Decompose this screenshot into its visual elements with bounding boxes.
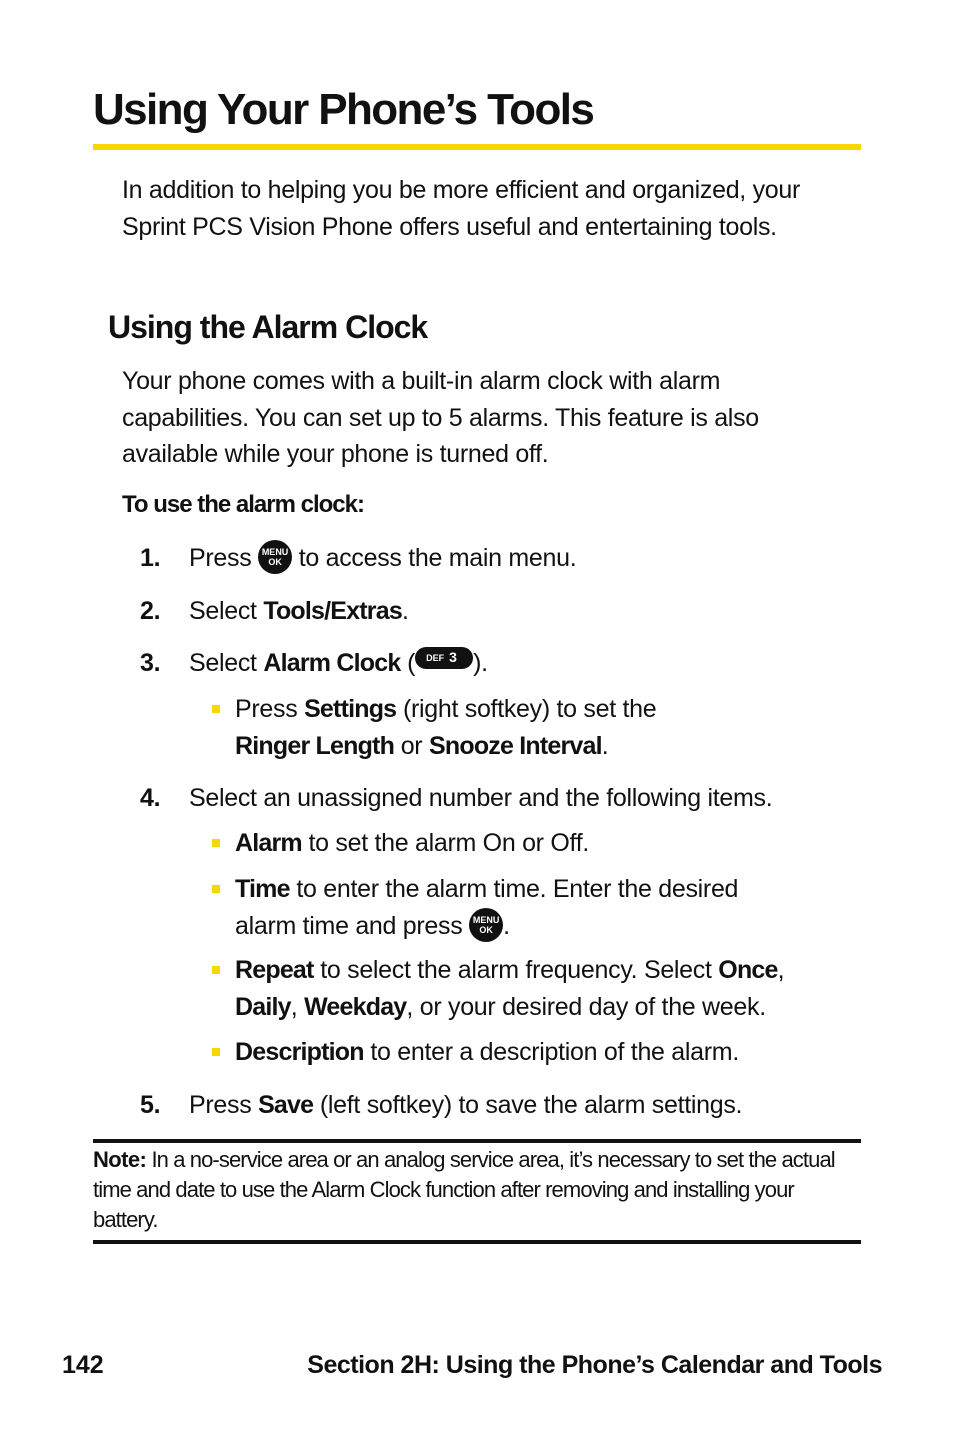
bullet-square-icon <box>212 839 220 847</box>
term-repeat: Repeat <box>235 956 314 984</box>
footer-section-title: Section 2H: Using the Phone’s Calendar and Tools <box>307 1351 882 1379</box>
term-description: Description <box>235 1038 364 1066</box>
menu-term-alarm-clock: Alarm Clock <box>263 649 401 677</box>
title-rule <box>93 144 861 150</box>
step-number: 2. <box>140 597 161 625</box>
term-alarm: Alarm <box>235 829 302 857</box>
note-label: Note: <box>93 1147 147 1172</box>
section-heading: Using the Alarm Clock <box>108 309 428 345</box>
step-text: Press Save (left softkey) to save the alarm settings. <box>189 1091 743 1119</box>
term-snooze-interval: Snooze Interval <box>429 731 602 760</box>
bullet-square-icon <box>212 885 220 893</box>
step-text <box>189 540 849 577</box>
def-3-key-icon: DEF 3 <box>415 647 473 669</box>
step-text: Select Tools/Extras. <box>189 597 409 625</box>
note-text: In a no-service area or an analog service area, it’s necessary to set the actual time and date to use the Alarm Clock function after removing and installing your battery. <box>93 1147 835 1232</box>
term-ringer-length: Ringer Length <box>235 731 395 760</box>
bullet-time: Time to enter the alarm time. Enter the desired alarm time and press MENU OK . <box>235 871 845 944</box>
step-number: 1. <box>140 544 161 572</box>
bullet-description: Description to enter a description of the alarm. <box>235 1034 845 1071</box>
bullet-square-icon <box>212 1048 220 1056</box>
term-save: Save <box>258 1091 314 1119</box>
note-box <box>93 1145 861 1235</box>
step-verb: Select <box>189 597 257 625</box>
procedure-label: To use the alarm clock: <box>122 491 364 518</box>
bullet-repeat: Repeat to select the alarm frequency. Select Once, Daily, Weekday, or your desired day of the week. <box>235 952 845 1025</box>
section-body: Your phone comes with a built-in alarm clock with alarm capabilities. You can set up to 5 alarms. This feature is also available while your phone is turned off. <box>122 367 759 468</box>
term-daily: Daily <box>235 992 291 1021</box>
note-top-rule <box>93 1139 861 1143</box>
menu-ok-key-icon: MENU OK <box>469 908 503 942</box>
intro-paragraph: In addition to helping you be more efficient and organized, your Sprint PCS Vision Phone offers useful and entertaining tools. <box>122 176 801 241</box>
step-text: Select Alarm Clock ( DEF 3 ). <box>189 649 488 677</box>
step-verb: Select <box>189 649 257 677</box>
step-3-bullet: Press Settings (right softkey) to set the Ringer Length or Snooze Interval. <box>235 691 845 764</box>
menu-ok-key-icon: MENU OK <box>258 540 292 574</box>
step-text: Select an unassigned number and the following items. <box>189 784 773 812</box>
page-title: Using Your Phone’s Tools <box>93 85 594 134</box>
bullet-square-icon <box>212 705 220 713</box>
step-number: 3. <box>140 649 161 677</box>
term-settings: Settings <box>304 695 397 723</box>
bullet-square-icon <box>212 966 220 974</box>
step-verb: Press <box>189 544 252 572</box>
step-rest: to access the main menu. <box>298 544 577 572</box>
note-bottom-rule <box>93 1240 861 1244</box>
term-once: Once <box>718 956 778 984</box>
term-weekday: Weekday <box>304 992 407 1021</box>
step-number: 4. <box>140 784 161 812</box>
page-number: 142 <box>62 1351 104 1379</box>
term-time: Time <box>235 875 290 903</box>
step-number: 5. <box>140 1091 161 1119</box>
bullet-alarm: Alarm to set the alarm On or Off. <box>235 825 845 862</box>
menu-term-tools-extras: Tools/Extras <box>263 597 402 625</box>
